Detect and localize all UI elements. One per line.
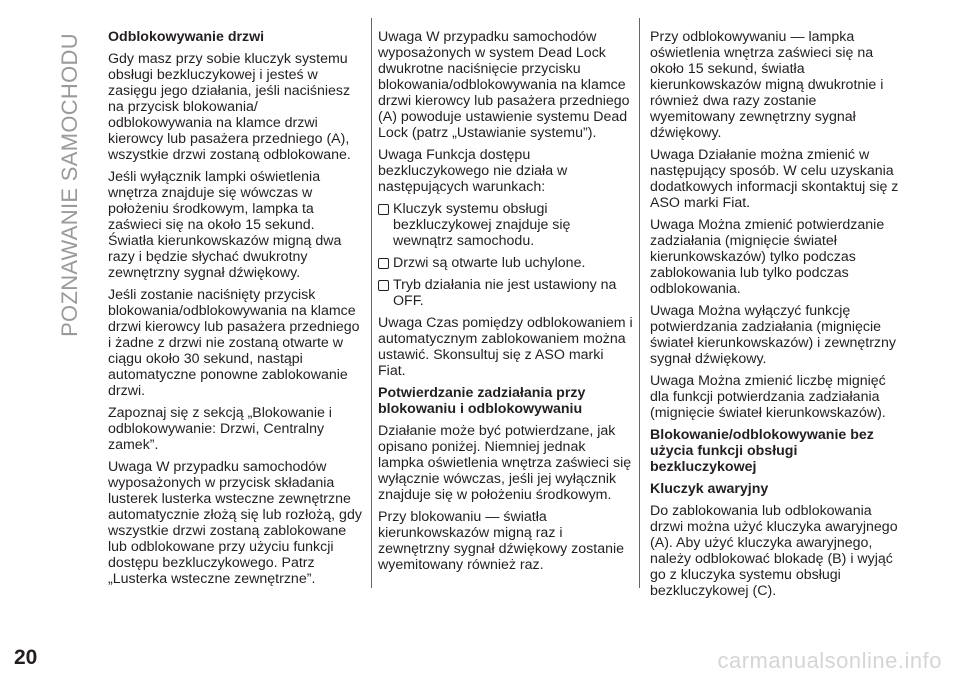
paragraph: Uwaga Można zmienić liczbę mignięć dla funkcji potwierdzania zadziałania (mignięcie świateł kierunkowskazów). <box>650 373 886 421</box>
paragraph: Jeśli zostanie naciśnięty przycisk blokowania/odblokowywania na klamce drzwi kierowcy lub pasażera przedniego i żadne z drzwi nie zostaną otwarte w ciągu około 30 sekund, nastąpi automatyczne ponowne zablokowanie drzwi. <box>108 287 360 399</box>
text-column-2 <box>378 29 633 579</box>
paragraph: Uwaga W przypadku samochodów wyposażonych w system Dead Lock dwukrotne naciśnięcie przycisku blokowania/odblokowywania na klamce drzwi kierowcy lub pasażera przedniego (A) powoduje ustawienie systemu Dead Lock (patrz „Ustawianie systemu”). <box>378 29 630 141</box>
paragraph: Zapoznaj się z sekcją „Blokowanie i odblokowywanie: Drzwi, Centralny zamek”. <box>108 405 332 453</box>
column-divider-2 <box>639 18 640 588</box>
paragraph: Przy odblokowywaniu — lampka oświetlenia wnętrza zaświeci się na około 15 sekund, światła kierunkowskazów migną dwukrotnie i również dwa razy zostanie wyemitowany zewnętrzny sygnał dźwiękowy. <box>650 29 884 141</box>
checkbox-bullet-icon <box>378 280 389 291</box>
bullet-item <box>378 201 633 249</box>
heading-operation-confirmation: Potwierdzanie zadziałania przy blokowaniu i odblokowywaniu <box>378 385 586 417</box>
bullet-text: Tryb działania nie jest ustawiony na OFF. <box>393 277 617 309</box>
text-column-1 <box>108 29 363 593</box>
paragraph: Jeśli wyłącznik lampki oświetlenia wnętrza znajduje się wówczas w położeniu środkowym, lampka ta zaświeci się na około 15 sekund. Światła kierunkowskazów migną dwa razy i będzie słychać dwukrotny zewnętrzny sygnał dźwiękowy. <box>108 169 342 281</box>
paragraph: Do zablokowania lub odblokowania drzwi można użyć kluczyka awaryjnego (A). Aby użyć kluczyka awaryjnego, należy odblokować blokadę (B) i wyjąć go z kluczyka systemu obsługi bezkluczykowej (C). <box>650 503 898 599</box>
bullet-text: Drzwi są otwarte lub uchylone. <box>393 255 586 271</box>
bullet-text: Kluczyk systemu obsługi bezkluczykowej znajduje się wewnątrz samochodu. <box>393 201 571 249</box>
paragraph: Gdy masz przy sobie kluczyk systemu obsługi bezkluczykowej i jesteś w zasięgu jego działania, jeśli naciśniesz na przycisk blokowania/ odblokowywania na klamce drzwi kierowcy lub pasażera przedniego (A), wszystkie drzwi zostaną odblokowane. <box>108 51 351 163</box>
paragraph: Uwaga Można wyłączyć funkcję potwierdzania zadziałania (mignięcie świateł kierunkowskazów) i zewnętrzny sygnał dźwiękowy. <box>650 303 897 367</box>
side-title-text: POZNAWANIE SAMOCHODU <box>57 33 82 337</box>
paragraph: Uwaga Działanie można zmienić w następujący sposób. W celu uzyskania dodatkowych informacji skontaktuj się z ASO marki Fiat. <box>650 147 899 211</box>
paragraph: Uwaga Można zmienić potwierdzanie zadziałania (mignięcie świateł kierunkowskazów) tylko podczas zablokowania lub tylko podczas odblokowania. <box>650 217 885 297</box>
section-side-title <box>52 30 88 340</box>
bullet-item <box>378 277 633 309</box>
watermark: carmanualsonline.info <box>717 648 942 673</box>
page-number: 20 <box>14 646 38 669</box>
paragraph: Przy blokowaniu — światła kierunkowskazów migną raz i zewnętrzny sygnał dźwiękowy zostanie wyemitowany również raz. <box>378 509 625 573</box>
checkbox-bullet-icon <box>378 258 389 269</box>
heading-lock-without-keyless: Blokowanie/odblokowywanie bez użycia funkcji obsługi bezkluczykowej <box>650 427 874 475</box>
bullet-item <box>378 255 633 271</box>
heading-emergency-key: Kluczyk awaryjny <box>650 481 769 497</box>
column-divider-1 <box>371 18 372 588</box>
text-column-3 <box>650 29 900 605</box>
checkbox-bullet-icon <box>378 204 389 215</box>
paragraph: Uwaga Funkcja dostępu bezkluczykowego nie działa w następujących warunkach: <box>378 147 568 195</box>
heading-unlocking-doors: Odblokowywanie drzwi <box>108 29 265 45</box>
paragraph: Uwaga W przypadku samochodów wyposażonych w przycisk składania lusterek lusterka wsteczne zewnętrzne automatycznie złożą się lub rozłożą, gdy wszystkie drzwi zostaną zablokowane lub odblokowane przy użyciu funkcji dostępu bezkluczykowego. Patrz „Lusterka wsteczne zewnętrzne”. <box>108 459 362 587</box>
paragraph: Uwaga Czas pomiędzy odblokowaniem i automatycznym zablokowaniem można ustawić. Skonsultuj się z ASO marki Fiat. <box>378 315 633 379</box>
paragraph: Działanie może być potwierdzane, jak opisano poniżej. Niemniej jednak lampka oświetlenia wnętrza zaświeci się wyłącznie wówczas, jeśli jej wyłącznik znajduje się w położeniu środkowym. <box>378 423 632 503</box>
